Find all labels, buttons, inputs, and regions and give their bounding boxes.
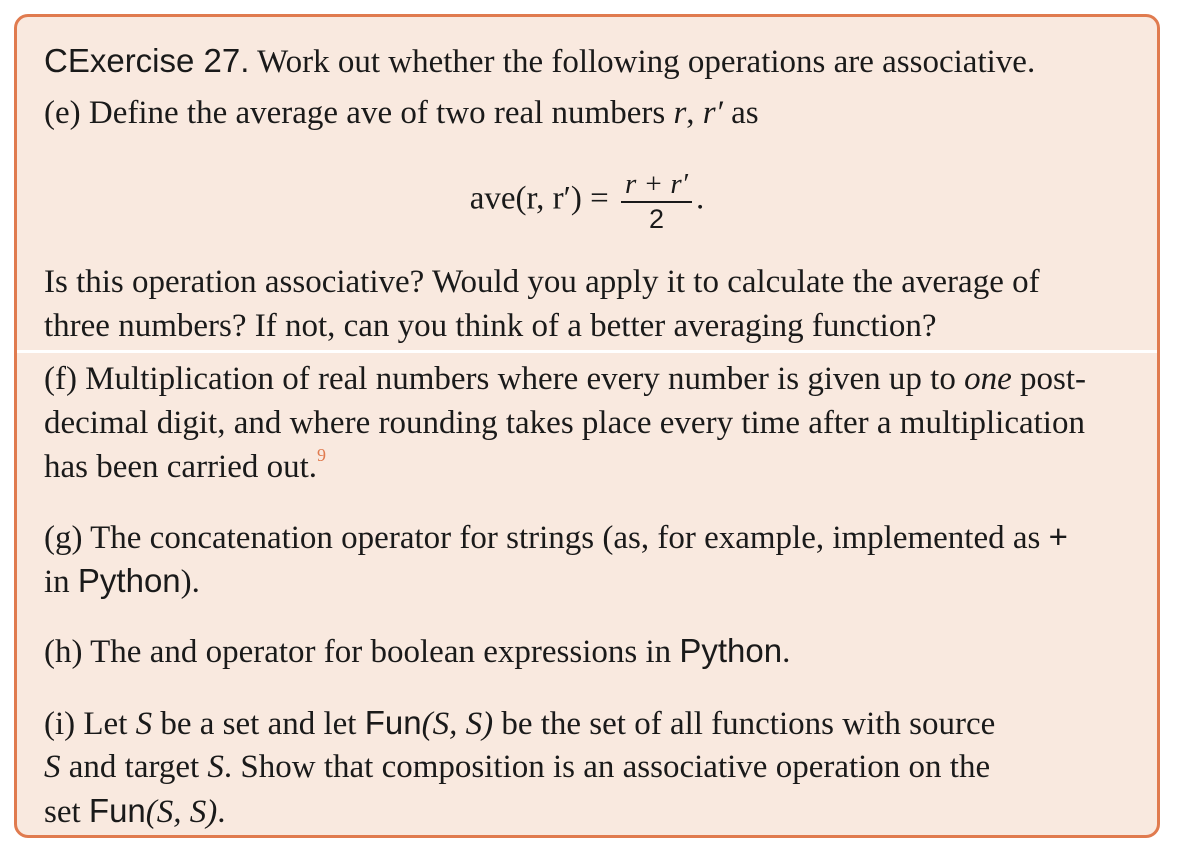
final-period: . [217,794,226,830]
part-i-set: set [44,794,81,830]
set-s: S [135,706,153,742]
set-s: S [44,749,61,785]
var-r: r [673,95,687,131]
formula-lhs: ave(r, r′) [469,180,582,217]
part-f-line-3 [44,445,1135,489]
comma: , [686,95,695,131]
average-formula [17,167,1157,247]
python-name: Python [679,632,783,669]
part-h [44,629,1135,674]
part-g-line-1 [44,515,1135,560]
exercise-heading [44,39,1135,84]
part-f-post: post- [1019,361,1086,397]
part-e-intro [44,91,1135,135]
exercise-intro: Work out whether the following operations are associative. [257,44,1036,80]
part-e-text: (e) Define the average ave of two real numbers [44,95,666,131]
part-i-text: be a set and let [160,706,357,742]
part-h-pre: (h) The [44,634,142,670]
part-i-text-2: be the set of all functions with source [501,706,996,742]
part-h-mid: operator for boolean expressions in [205,634,672,670]
fraction-numerator: r + r′ [625,168,688,200]
part-e-question-line-2: three numbers? If not, can you think of a better averaging function? [44,308,937,344]
part-f-text: (f) Multiplication of real numbers where every number is given up to [44,361,956,397]
python-name: Python [77,562,181,599]
fraction-denominator: 2 [648,204,665,234]
part-e-as: as [731,95,759,131]
part-i-line-1 [44,701,1135,746]
part-g-line-2 [44,559,1135,604]
fun-args: (S, S) [421,706,494,742]
part-i-line-3 [44,789,1135,834]
part-i-line-2 [44,745,1135,789]
part-i-let: (i) Let [44,706,128,742]
section-divider [17,350,1157,353]
set-s: S [207,749,224,785]
part-f-emphasis: one [964,361,1012,397]
part-g-text: (g) The concatenation operator for strings (as, for example, implemented as [44,520,1041,556]
fun-symbol: Fun [364,704,422,741]
exercise-box [14,14,1160,838]
part-g-in: in [44,564,70,600]
var-r-prime: r′ [702,95,723,131]
part-f-line-1 [44,357,1135,401]
exercise-label: CExercise 27. [44,42,250,79]
formula-equals: = [590,180,609,217]
part-f-line-2: decimal digit, and where rounding takes place every time after a multiplication [44,405,1085,441]
part-e-question-line-1: Is this operation associative? Would you apply it to calculate the average of [44,264,1040,300]
formula-period: . [696,180,705,217]
and-keyword: and [149,634,198,670]
fun-symbol: Fun [88,792,146,829]
part-h-end: . [782,634,791,670]
part-f-end: has been carried out. [44,449,318,485]
plus-operator: + [1048,518,1068,555]
part-g-end: ). [180,564,200,600]
part-i-text-4: . Show that composition is an associative operation on the [223,749,991,785]
footnote-marker[interactable]: 9 [317,445,327,465]
fun-args: (S, S) [145,794,218,830]
formula-fraction [621,167,692,235]
part-i-text-3: and target [68,749,200,785]
